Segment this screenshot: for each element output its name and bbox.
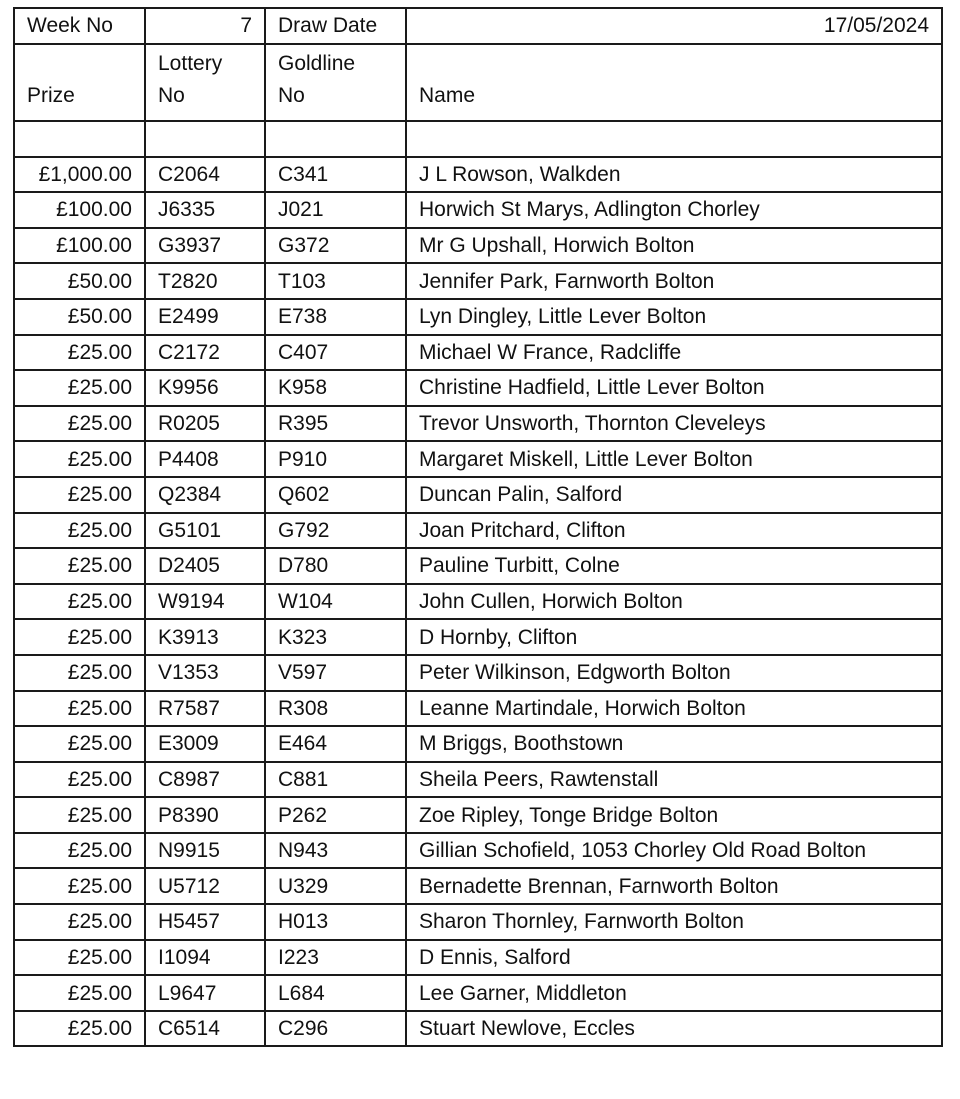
column-header-row (14, 44, 942, 121)
lottery-no-cell: C2064 (145, 157, 265, 193)
lottery-no-header (145, 44, 265, 121)
lottery-no-cell: R7587 (145, 691, 265, 727)
winner-row (14, 691, 942, 727)
winner-name-cell: Leanne Martindale, Horwich Bolton (406, 691, 942, 727)
lottery-no-cell: C8987 (145, 762, 265, 798)
goldline-no-cell: K958 (265, 370, 406, 406)
lottery-no-cell: V1353 (145, 655, 265, 691)
goldline-header-line2: No (278, 84, 305, 108)
winner-row (14, 263, 942, 299)
winner-row (14, 477, 942, 513)
winner-row (14, 157, 942, 193)
winner-row (14, 370, 942, 406)
goldline-no-cell: E738 (265, 299, 406, 335)
prize-cell: £25.00 (14, 797, 145, 833)
lottery-no-cell: L9647 (145, 975, 265, 1011)
prize-cell: £25.00 (14, 406, 145, 442)
goldline-no-cell: T103 (265, 263, 406, 299)
winner-name-cell: D Ennis, Salford (406, 940, 942, 976)
winner-name-cell: J L Rowson, Walkden (406, 157, 942, 193)
prize-cell: £25.00 (14, 370, 145, 406)
prize-cell: £25.00 (14, 691, 145, 727)
goldline-no-cell: Q602 (265, 477, 406, 513)
lottery-no-cell: J6335 (145, 192, 265, 228)
prize-cell: £25.00 (14, 726, 145, 762)
winner-name-cell: Zoe Ripley, Tonge Bridge Bolton (406, 797, 942, 833)
meta-row (14, 8, 942, 44)
winner-row (14, 904, 942, 940)
winner-name-cell: Michael W France, Radcliffe (406, 335, 942, 371)
winner-row (14, 940, 942, 976)
winner-row (14, 406, 942, 442)
goldline-no-cell: N943 (265, 833, 406, 869)
winner-name-cell: Peter Wilkinson, Edgworth Bolton (406, 655, 942, 691)
prize-cell: £25.00 (14, 619, 145, 655)
blank-cell (14, 121, 145, 157)
lottery-results-table (13, 7, 943, 1047)
goldline-header-line1: Goldline (278, 51, 356, 75)
lottery-no-cell: G5101 (145, 513, 265, 549)
winner-name-cell: Christine Hadfield, Little Lever Bolton (406, 370, 942, 406)
lottery-no-cell: U5712 (145, 868, 265, 904)
blank-row (14, 121, 942, 157)
goldline-no-cell: R308 (265, 691, 406, 727)
blank-cell (265, 121, 406, 157)
goldline-no-cell: C296 (265, 1011, 406, 1047)
winner-name-cell: Duncan Palin, Salford (406, 477, 942, 513)
goldline-no-cell: D780 (265, 548, 406, 584)
lottery-no-cell: C2172 (145, 335, 265, 371)
winner-row (14, 299, 942, 335)
goldline-no-header (265, 44, 406, 121)
lottery-no-cell: Q2384 (145, 477, 265, 513)
goldline-no-cell: G792 (265, 513, 406, 549)
winner-row (14, 228, 942, 264)
winner-name-cell: Pauline Turbitt, Colne (406, 548, 942, 584)
winner-row (14, 513, 942, 549)
winner-name-cell: Joan Pritchard, Clifton (406, 513, 942, 549)
lottery-header-line2: No (158, 84, 185, 108)
winner-name-cell: Stuart Newlove, Eccles (406, 1011, 942, 1047)
winner-name-cell: Mr G Upshall, Horwich Bolton (406, 228, 942, 264)
lottery-no-cell: D2405 (145, 548, 265, 584)
goldline-no-cell: U329 (265, 868, 406, 904)
prize-cell: £25.00 (14, 762, 145, 798)
winner-row (14, 762, 942, 798)
week-value: 7 (145, 8, 265, 44)
goldline-no-cell: J021 (265, 192, 406, 228)
winner-name-cell: Horwich St Marys, Adlington Chorley (406, 192, 942, 228)
blank-cell (145, 121, 265, 157)
lottery-no-cell: R0205 (145, 406, 265, 442)
winner-row (14, 441, 942, 477)
winner-row (14, 975, 942, 1011)
winner-row (14, 868, 942, 904)
lottery-no-cell: G3937 (145, 228, 265, 264)
prize-cell: £1,000.00 (14, 157, 145, 193)
winner-name-cell: M Briggs, Boothstown (406, 726, 942, 762)
winner-row (14, 726, 942, 762)
prize-cell: £100.00 (14, 192, 145, 228)
winner-name-cell: Trevor Unsworth, Thornton Cleveleys (406, 406, 942, 442)
winner-row (14, 655, 942, 691)
winner-name-cell: John Cullen, Horwich Bolton (406, 584, 942, 620)
winner-name-cell: Sharon Thornley, Farnworth Bolton (406, 904, 942, 940)
winner-name-cell: Gillian Schofield, 1053 Chorley Old Road Bolton (406, 833, 942, 869)
name-header-label: Name (419, 84, 476, 108)
winner-row (14, 833, 942, 869)
winner-name-cell: Margaret Miskell, Little Lever Bolton (406, 441, 942, 477)
prize-header-label: Prize (27, 84, 75, 108)
lottery-no-cell: K9956 (145, 370, 265, 406)
goldline-no-cell: C407 (265, 335, 406, 371)
prize-cell: £25.00 (14, 548, 145, 584)
goldline-no-cell: W104 (265, 584, 406, 620)
prize-cell: £25.00 (14, 584, 145, 620)
lottery-no-cell: H5457 (145, 904, 265, 940)
goldline-no-cell: E464 (265, 726, 406, 762)
lottery-no-cell: P8390 (145, 797, 265, 833)
goldline-no-cell: H013 (265, 904, 406, 940)
name-header (406, 44, 942, 121)
winner-name-cell: D Hornby, Clifton (406, 619, 942, 655)
goldline-no-cell: C881 (265, 762, 406, 798)
lottery-no-cell: K3913 (145, 619, 265, 655)
prize-cell: £25.00 (14, 1011, 145, 1047)
winner-name-cell: Lyn Dingley, Little Lever Bolton (406, 299, 942, 335)
goldline-no-cell: P910 (265, 441, 406, 477)
prize-cell: £25.00 (14, 975, 145, 1011)
prize-cell: £25.00 (14, 335, 145, 371)
lottery-no-cell: T2820 (145, 263, 265, 299)
prize-header (14, 44, 145, 121)
goldline-no-cell: K323 (265, 619, 406, 655)
prize-cell: £25.00 (14, 904, 145, 940)
lottery-no-cell: I1094 (145, 940, 265, 976)
goldline-no-cell: L684 (265, 975, 406, 1011)
winner-row (14, 548, 942, 584)
goldline-no-cell: G372 (265, 228, 406, 264)
prize-cell: £50.00 (14, 299, 145, 335)
goldline-no-cell: R395 (265, 406, 406, 442)
winner-name-cell: Lee Garner, Middleton (406, 975, 942, 1011)
goldline-no-cell: I223 (265, 940, 406, 976)
lottery-no-cell: W9194 (145, 584, 265, 620)
winner-row (14, 797, 942, 833)
winner-name-cell: Sheila Peers, Rawtenstall (406, 762, 942, 798)
prize-cell: £25.00 (14, 513, 145, 549)
winner-row (14, 335, 942, 371)
prize-cell: £25.00 (14, 833, 145, 869)
prize-cell: £25.00 (14, 868, 145, 904)
goldline-no-cell: P262 (265, 797, 406, 833)
prize-cell: £100.00 (14, 228, 145, 264)
prize-cell: £25.00 (14, 940, 145, 976)
prize-cell: £50.00 (14, 263, 145, 299)
lottery-no-cell: N9915 (145, 833, 265, 869)
winner-row (14, 1011, 942, 1047)
winner-name-cell: Bernadette Brennan, Farnworth Bolton (406, 868, 942, 904)
lottery-no-cell: P4408 (145, 441, 265, 477)
prize-cell: £25.00 (14, 441, 145, 477)
winner-row (14, 584, 942, 620)
lottery-no-cell: E3009 (145, 726, 265, 762)
lottery-no-cell: E2499 (145, 299, 265, 335)
prize-cell: £25.00 (14, 655, 145, 691)
blank-cell (406, 121, 942, 157)
winner-row (14, 619, 942, 655)
winner-name-cell: Jennifer Park, Farnworth Bolton (406, 263, 942, 299)
goldline-no-cell: V597 (265, 655, 406, 691)
draw-date-value: 17/05/2024 (406, 8, 942, 44)
week-label: Week No (14, 8, 145, 44)
goldline-no-cell: C341 (265, 157, 406, 193)
draw-date-label: Draw Date (265, 8, 406, 44)
winner-row (14, 192, 942, 228)
lottery-header-line1: Lottery (158, 51, 223, 75)
prize-cell: £25.00 (14, 477, 145, 513)
lottery-no-cell: C6514 (145, 1011, 265, 1047)
